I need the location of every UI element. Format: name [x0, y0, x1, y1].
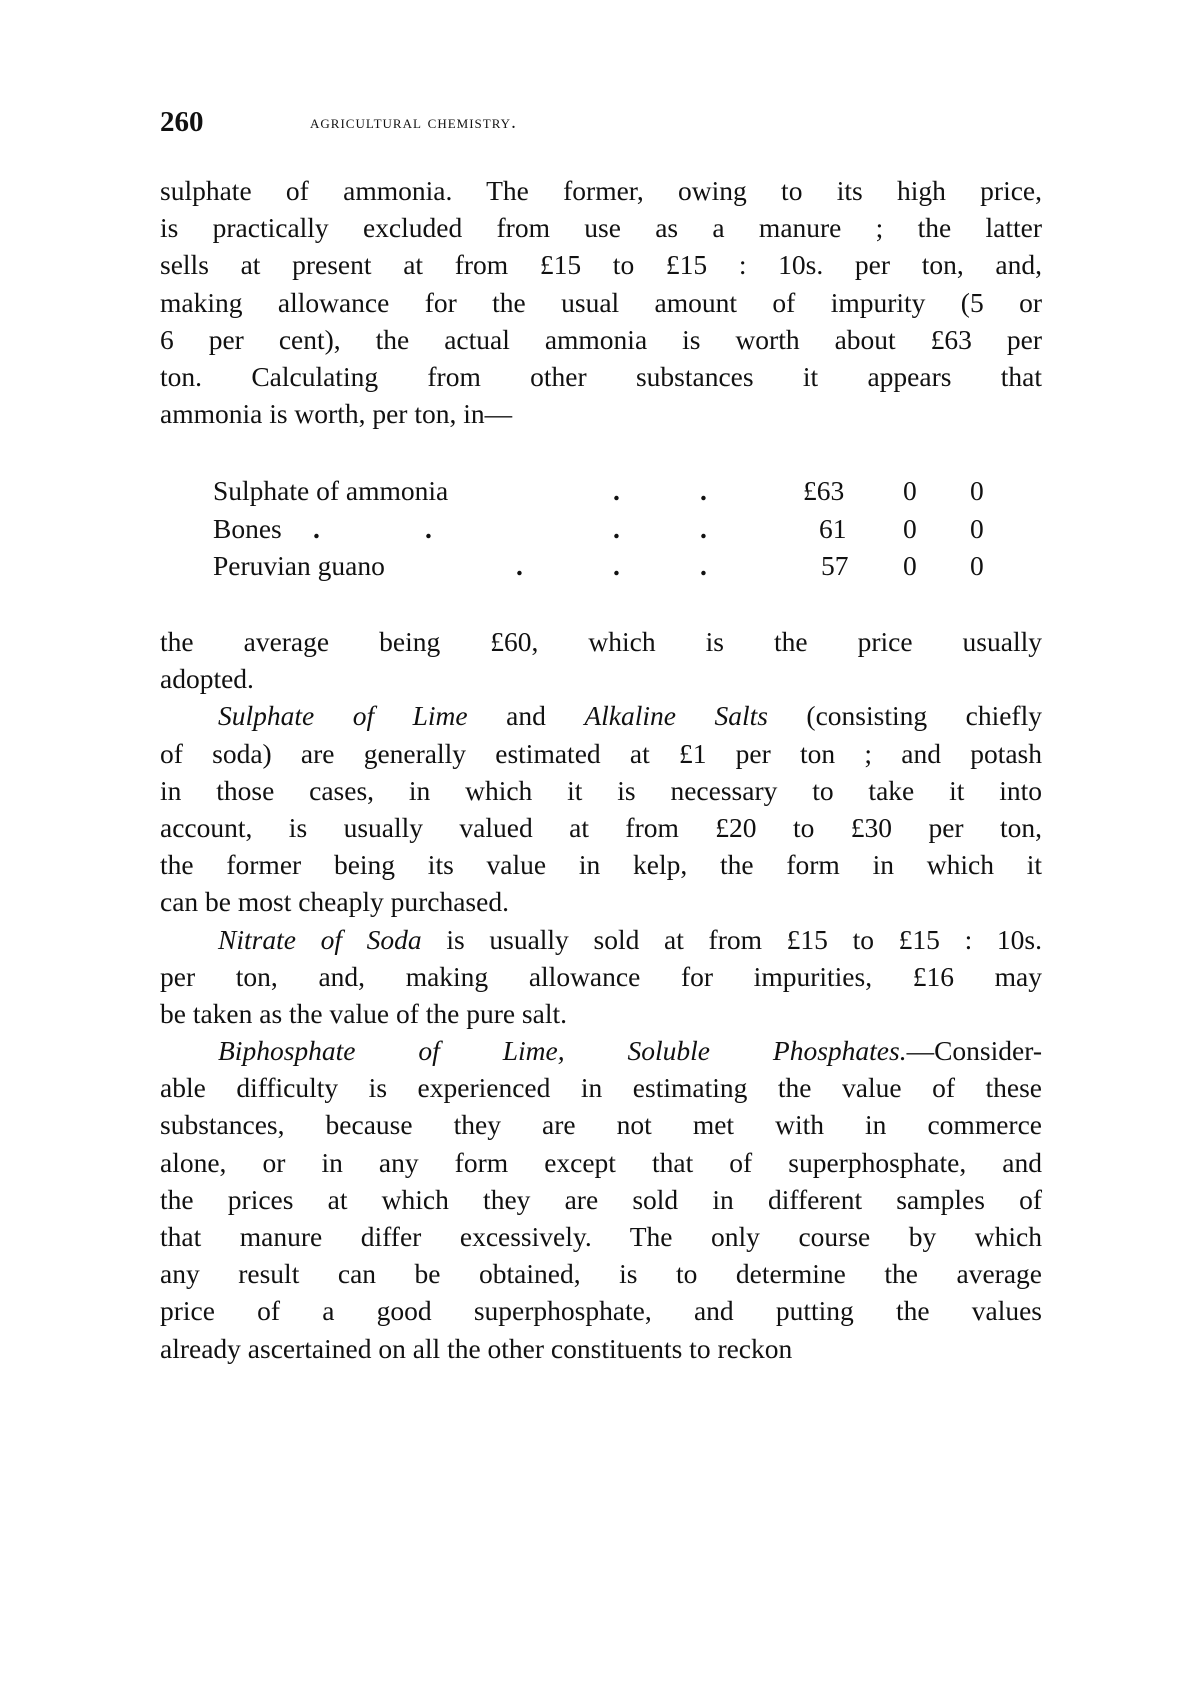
- text-line: [160, 1218, 1042, 1255]
- text-run: any result can be obtained, is to determine the average: [160, 1258, 1042, 1290]
- text-line: [160, 172, 1042, 209]
- text-run: price of a good superphosphate, and putting the values: [160, 1295, 1042, 1327]
- text-run: and: [467, 700, 585, 732]
- italic-term: Alkaline Salts: [584, 700, 768, 732]
- text-run: is practically excluded from use as a manure ; the latter: [160, 212, 1042, 244]
- row-name: Sulphate of ammonia: [213, 475, 449, 506]
- text-run: ton. Calculating from other substances it appears that: [160, 360, 1042, 392]
- text-line: [160, 358, 1042, 395]
- leader-dot: .: [700, 475, 707, 506]
- italic-term: Nitrate of Soda: [218, 923, 422, 955]
- page-number: 260: [160, 106, 204, 138]
- row-name: Bones: [213, 512, 282, 544]
- text-line: [160, 1255, 1042, 1292]
- text-line: [160, 772, 1042, 809]
- leader-dot: .: [613, 512, 620, 544]
- row-pence: 0: [970, 475, 984, 506]
- leader-dot: .: [313, 512, 320, 544]
- text-run: that manure differ excessively. The only course by which: [160, 1221, 1042, 1252]
- text-run: sells at present at from £15 to £15 : 10s. per ton, and,: [160, 249, 1042, 281]
- running-title: agricultural chemistry.: [310, 112, 517, 133]
- text-run: per ton, and, making allowance for impurities, £16 may: [160, 960, 1042, 992]
- text-line: [160, 246, 1042, 283]
- table-row: [213, 510, 993, 548]
- text-run: sulphate of ammonia. The former, owing to its high price,: [160, 175, 1042, 206]
- text-line: [160, 697, 1042, 734]
- running-header: [160, 106, 1040, 146]
- text-run: able difficulty is experienced in estimating the value of these: [160, 1072, 1042, 1104]
- row-shillings: 0: [903, 512, 917, 544]
- text-run: —Consider-: [906, 1035, 1042, 1067]
- italic-term: Sulphate of Lime: [218, 700, 468, 732]
- text-run: of soda) are generally estimated at £1 per ton ; and potash: [160, 737, 1042, 769]
- paragraph: [160, 1032, 1042, 1367]
- body-text: [160, 623, 1042, 1367]
- text-line: [160, 735, 1042, 772]
- text-run: 6 per cent), the actual ammonia is worth about £63 per: [160, 323, 1042, 355]
- paragraph: [160, 697, 1042, 920]
- text-run: the average being £60, which is the price usually: [160, 626, 1042, 657]
- text-run: the former being its value in kelp, the form in which it: [160, 849, 1042, 881]
- text-line: [160, 1032, 1042, 1069]
- table-row: [213, 472, 993, 510]
- text-line: [160, 660, 1042, 697]
- leader-dot: .: [613, 475, 620, 506]
- text-run: is usually sold at from £15 to £15 : 10s.: [421, 923, 1042, 955]
- row-pounds: 61: [819, 512, 847, 544]
- text-line: [160, 958, 1042, 995]
- leader-dot: .: [516, 550, 523, 581]
- text-line: [160, 284, 1042, 321]
- text-line: [160, 921, 1042, 958]
- text-line: [160, 883, 1042, 920]
- text-run: be taken as the value of the pure salt.: [160, 997, 567, 1029]
- text-run: (consisting chiefly: [767, 700, 1042, 732]
- row-pence: 0: [970, 550, 984, 581]
- row-pounds: £63: [803, 475, 845, 506]
- paragraph-ammonia: [160, 172, 1042, 432]
- leader-dot: .: [700, 512, 707, 544]
- text-line: [160, 995, 1042, 1032]
- text-run: the prices at which they are sold in different samples of: [160, 1183, 1042, 1215]
- paragraph: [160, 921, 1042, 1033]
- text-line: [160, 1144, 1042, 1181]
- leader-dot: .: [613, 550, 620, 581]
- text-run: adopted.: [160, 663, 254, 695]
- text-run: ammonia is worth, per ton, in—: [160, 398, 513, 430]
- leader-dot: .: [425, 512, 432, 544]
- text-line: [160, 1181, 1042, 1218]
- text-line: [160, 809, 1042, 846]
- text-run: substances, because they are not met with in commerce: [160, 1109, 1042, 1141]
- row-pounds: 57: [821, 550, 849, 581]
- row-name: Peruvian guano: [213, 550, 385, 581]
- row-shillings: 0: [903, 550, 917, 581]
- paragraph: [160, 623, 1042, 697]
- text-line: [160, 623, 1042, 660]
- text-line: [160, 1069, 1042, 1106]
- ammonia-price-table: [213, 472, 993, 585]
- text-run: in those cases, in which it is necessary to take it into: [160, 774, 1042, 806]
- text-line: [160, 395, 1042, 432]
- text-run: making allowance for the usual amount of impurity (5 or: [160, 286, 1042, 318]
- text-line: [160, 1330, 1042, 1367]
- text-line: [160, 321, 1042, 358]
- text-line: [160, 1292, 1042, 1329]
- text-run: account, is usually valued at from £20 to £30 per ton,: [160, 811, 1042, 843]
- text-line: [160, 1106, 1042, 1143]
- text-line: [160, 846, 1042, 883]
- text-run: can be most cheaply purchased.: [160, 886, 509, 918]
- text-run: already ascertained on all the other constituents to reckon: [160, 1332, 793, 1364]
- leader-dot: .: [700, 550, 707, 581]
- table-row: [213, 547, 993, 585]
- row-shillings: 0: [903, 475, 917, 506]
- row-pence: 0: [970, 512, 984, 544]
- text-run: alone, or in any form except that of superphosphate, and: [160, 1146, 1042, 1178]
- italic-term: Biphosphate of Lime, Soluble Phosphates.: [218, 1035, 907, 1067]
- text-line: [160, 209, 1042, 246]
